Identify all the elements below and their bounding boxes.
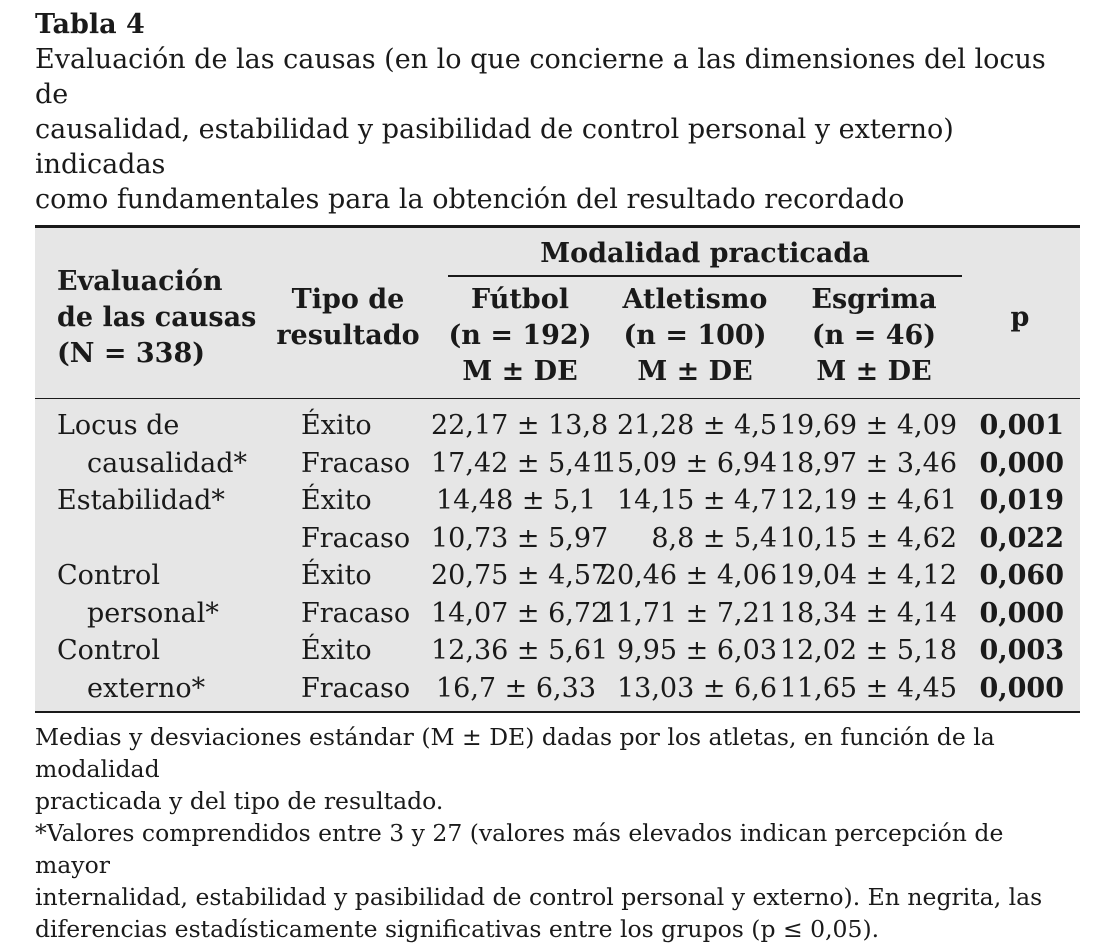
cell-tipo: Fracaso [301, 522, 411, 554]
cell-tipo: Fracaso [301, 597, 411, 629]
cell-p: 0,003 [979, 635, 1064, 666]
table-row [35, 670, 1080, 708]
cell-p: 0,022 [979, 522, 1064, 554]
header-eval [57, 264, 256, 372]
cell-eval [35, 520, 293, 558]
header-atletismo-line: M ± DE [637, 356, 753, 387]
caption-line: Evaluación de las causas (en lo que concierne a las dimensiones del locus de [35, 44, 1046, 110]
cell-futbol: 10,73 ± 5,97 [431, 522, 609, 554]
table-number: Tabla 4 [35, 9, 145, 40]
cell-atletismo: 8,8 ± 5,4 [651, 522, 777, 554]
cell-esgrima: 10,15 ± 4,62 [779, 522, 957, 554]
cell-esgrima: 11,65 ± 4,45 [779, 672, 957, 704]
table-row [35, 632, 1080, 670]
note-line: *Valores comprendidos entre 3 y 27 (valores más elevados indican percepción de mayor [35, 819, 1004, 879]
cell-atletismo: 13,03 ± 6,6 [616, 672, 777, 704]
cell-tipo: Fracaso [301, 672, 411, 704]
header-atletismo-line: (n = 100) [623, 320, 767, 351]
table-row [35, 520, 1080, 558]
cell-futbol: 22,17 ± 13,8 [431, 410, 609, 441]
cell-p: 0,001 [979, 410, 1064, 441]
table-row [35, 557, 1080, 595]
header-futbol-line: Fútbol [471, 284, 569, 315]
cell-p: 0,000 [979, 597, 1064, 629]
cell-esgrima: 18,97 ± 3,46 [779, 447, 957, 479]
header-esgrima [785, 282, 963, 390]
cell-futbol: 17,42 ± 5,41 [431, 447, 609, 479]
header-futbol-line: M ± DE [462, 356, 578, 387]
header-eval-line: de las causas [57, 302, 257, 333]
cell-p: 0,060 [979, 560, 1064, 591]
cell-atletismo: 15,09 ± 6,94 [599, 447, 777, 479]
table-row [35, 407, 1080, 445]
cell-futbol: 14,07 ± 6,72 [431, 597, 609, 629]
table-body [35, 399, 1080, 711]
header-futbol [435, 282, 605, 390]
cell-eval: Control [57, 560, 160, 591]
table-notes [35, 721, 1080, 945]
cell-atletismo: 9,95 ± 6,03 [616, 635, 777, 666]
cell-p: 0,000 [979, 672, 1064, 704]
cell-p: 0,000 [979, 447, 1064, 479]
header-modalidad-rule [448, 275, 962, 277]
table-figure [35, 8, 1080, 945]
note-line: Medias y desviaciones estándar (M ± DE) dadas por los atletas, en función de la modalidad [35, 723, 995, 783]
cell-eval: Locus de [57, 410, 180, 441]
table-caption [35, 42, 1080, 217]
cell-atletismo: 21,28 ± 4,5 [616, 410, 777, 441]
cell-tipo: Fracaso [301, 447, 411, 479]
caption-line: causalidad, estabilidad y pasibilidad de control personal y externo) indicadas [35, 114, 954, 180]
cell-atletismo: 11,71 ± 7,21 [599, 597, 777, 629]
cell-atletismo: 14,15 ± 4,7 [616, 485, 777, 516]
header-atletismo-line: Atletismo [622, 284, 768, 315]
cell-tipo: Éxito [301, 560, 372, 591]
cell-eval: Control [57, 635, 160, 666]
note-line: diferencias estadísticamente significativas entre los grupos (p ≤ 0,05). [35, 915, 880, 943]
cell-esgrima: 18,34 ± 4,14 [779, 597, 957, 629]
header-atletismo [605, 282, 785, 390]
cell-eval: Estabilidad* [57, 485, 225, 516]
header-modalidad: Modalidad practicada [540, 238, 870, 269]
cell-tipo: Éxito [301, 485, 372, 516]
cell-eval: personal* [87, 597, 219, 629]
cell-futbol: 12,36 ± 5,61 [431, 635, 609, 666]
header-futbol-line: (n = 192) [448, 320, 592, 351]
header-tipo [273, 282, 423, 354]
table-row [35, 595, 1080, 633]
header-tipo-line: resultado [276, 320, 420, 351]
header-eval-line: (N = 338) [57, 338, 206, 369]
table-row [35, 482, 1080, 520]
cell-esgrima: 12,19 ± 4,61 [779, 485, 957, 516]
data-table [35, 225, 1080, 713]
cell-tipo: Éxito [301, 635, 372, 666]
cell-esgrima: 12,02 ± 5,18 [779, 635, 957, 666]
header-esgrima-line: (n = 46) [811, 320, 937, 351]
header-eval-line: Evaluación [57, 266, 223, 297]
note-line: practicada y del tipo de resultado. [35, 787, 444, 815]
table-row [35, 445, 1080, 483]
cell-futbol: 16,7 ± 6,33 [435, 672, 596, 704]
cell-eval: externo* [87, 672, 206, 704]
header-esgrima-line: Esgrima [811, 284, 937, 315]
cell-eval: causalidad* [87, 447, 247, 479]
cell-p: 0,019 [979, 485, 1064, 516]
cell-tipo: Éxito [301, 410, 372, 441]
header-tipo-line: Tipo de [291, 284, 405, 315]
header-p: p [1010, 302, 1030, 333]
note-line: internalidad, estabilidad y pasibilidad de control personal y externo). En negrita, las [35, 883, 1043, 911]
cell-atletismo: 20,46 ± 4,06 [599, 560, 777, 591]
cell-futbol: 14,48 ± 5,1 [435, 485, 596, 516]
cell-esgrima: 19,69 ± 4,09 [779, 410, 957, 441]
caption-line: como fundamentales para la obtención del resultado recordado [35, 184, 905, 215]
cell-esgrima: 19,04 ± 4,12 [779, 560, 957, 591]
table-header [35, 228, 1080, 399]
header-esgrima-line: M ± DE [816, 356, 932, 387]
cell-futbol: 20,75 ± 4,57 [431, 560, 609, 591]
